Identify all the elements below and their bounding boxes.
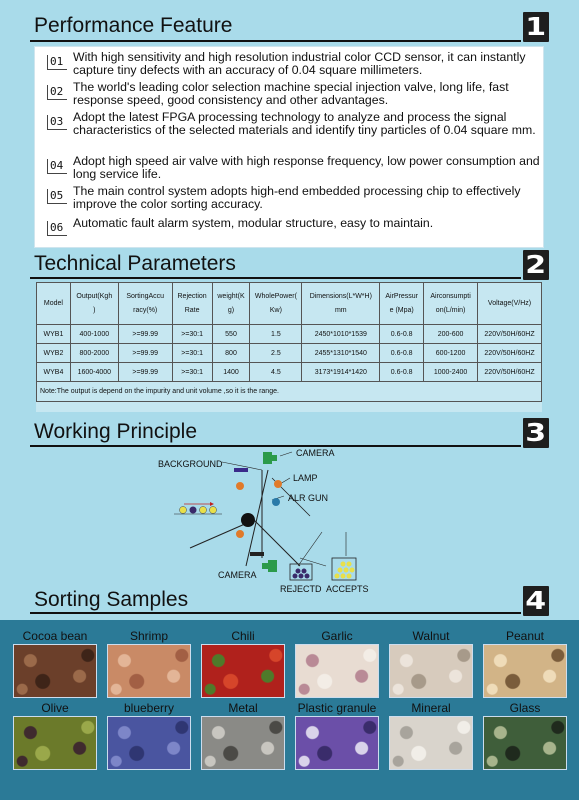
sample-item [12,700,98,770]
table-cell: 220V/50H/60HZ [478,325,542,344]
technical-section-header [0,250,579,284]
table-header-cell [302,283,380,325]
sample-item [388,700,474,770]
table-header-text: ) [93,306,96,314]
sample-item [388,628,474,698]
feature-text: Adopt the latest FPGA processing technology to analyze and process the signal characteristics of the selected materials and identify tiny particles of 0.04 square mm. [73,110,536,138]
feature-number: 05 [47,189,67,204]
sample-photo [201,716,285,770]
table-cell: 2450*1010*1539 [302,325,380,344]
chute-line [254,520,300,566]
feature-number: 06 [47,221,67,236]
table-header-text: Rate [184,306,200,314]
table-cell: 2455*1310*1540 [302,344,380,363]
table-cell: 600-1200 [424,344,478,363]
table-header-cell [478,283,542,325]
feature-item [47,155,541,182]
sample-label: blueberry [123,701,175,715]
table-header-text: Kw) [269,306,282,314]
table-cell: >=30:1 [172,325,212,344]
lamp-icon [236,530,244,538]
feature-number: 04 [47,159,67,174]
feature-item [47,217,541,236]
sample-label: Cocoa bean [22,629,88,643]
sample-label: Metal [228,701,258,715]
table-header-cell [70,283,118,325]
section-number-badge: 4 [523,586,549,616]
particle [200,507,207,514]
feature-text: Adopt high speed air valve with high response frequency, low power consumption and long service life. [73,154,540,182]
table-cell: >=99.99 [118,363,172,382]
table-cell: 220V/50H/60HZ [478,344,542,363]
sample-photo [201,644,285,698]
table-note: Note:The output is depend on the impurity and unit volume ,so it is the range. [37,382,542,402]
camera-top-icon [263,452,277,464]
table-cell: 1400 [212,363,250,382]
table-header-text: SortingAccu [126,292,165,300]
table-cell: 4.5 [250,363,302,382]
working-section-header [0,418,579,452]
sample-photo [295,644,379,698]
table-header-cell [172,283,212,325]
table-cell: 800 [212,344,250,363]
table-header-cell [118,283,172,325]
table-header-text: e (Mpa) [389,306,414,314]
sample-photo [483,644,567,698]
feed-arrow [210,502,214,506]
table-header-text: Rejection [177,292,207,300]
sample-item [482,700,568,770]
section-title: Technical Parameters [34,252,236,275]
sample-label: Shrimp [129,629,168,643]
sample-photo [13,716,97,770]
table-cell: 1.5 [250,325,302,344]
accept-bin-icon [332,558,356,580]
technical-parameters-table [36,282,542,412]
sample-label: Walnut [412,629,450,643]
sample-photo [389,644,473,698]
table-header-text: AirPressur [385,292,419,300]
sample-photo [107,644,191,698]
performance-section-header [0,12,579,46]
section-number-badge: 3 [523,418,549,448]
table-cell: >=30:1 [172,344,212,363]
particle [180,507,187,514]
section-title: Performance Feature [34,14,233,37]
table-cell: 550 [212,325,250,344]
table-header-text: mm [334,306,347,314]
label-accepts: ACCEPTS [326,584,369,594]
feature-text: Automatic fault alarm system, modular structure, easy to maintain. [73,216,434,230]
table-cell: 0.6-0.8 [380,344,424,363]
label-rejected: REJECTD [280,584,322,594]
table-header-text: Voltage(V/Hz) [487,299,532,307]
sample-item [200,700,286,770]
sample-photo [107,716,191,770]
table-header-text: Output(Kgh [76,292,113,300]
table-cell: >=99.99 [118,325,172,344]
sample-label: Glass [509,701,541,715]
table-cell: 800-2000 [70,344,118,363]
label-lamp: LAMP [293,473,318,483]
table-cell: 2.5 [250,344,302,363]
reject-bin-icon [290,564,312,580]
feature-number: 02 [47,85,67,100]
lamp-icon [274,480,282,488]
table-cell: 3173*1914*1420 [302,363,380,382]
table-header-text: g) [227,306,235,314]
label-camera-top: CAMERA [296,448,335,458]
table-header-text: WholePower( [254,292,297,300]
table-cell: WYB4 [37,363,71,382]
sample-item [294,700,380,770]
sample-item [200,628,286,698]
section-rule [30,277,521,279]
roller [241,513,255,527]
air-gun-icon [272,498,280,506]
table-header-cell [424,283,478,325]
sample-item [294,628,380,698]
table-row [37,344,542,363]
section-rule [30,40,521,42]
leader-line [280,452,292,456]
table-header-cell [37,283,71,325]
sample-photo [483,716,567,770]
section-title: Working Principle [34,420,198,443]
section-number-badge: 2 [523,250,549,280]
table-header-text: weight(K [217,292,245,300]
table-cell: 400-1000 [70,325,118,344]
background-plate [234,468,248,472]
sample-photo [13,644,97,698]
table-header-text: racy(%) [133,306,158,314]
section-rule [30,612,521,614]
sorting-samples-grid [0,620,579,800]
table-cell: >=30:1 [172,363,212,382]
label-air-gun: ALR GUN [288,493,329,503]
label-camera-bottom: CAMERA [218,570,257,580]
samples-section-header [0,586,579,620]
table-row [37,363,542,382]
sample-label: Plastic granule [297,701,377,715]
table-cell: 0.6-0.8 [380,363,424,382]
lamp-icon [236,482,244,490]
label-background: BACKGROUND [158,459,223,469]
working-principle-diagram [150,448,430,596]
sample-label: Peanut [505,629,545,643]
table-header-row [37,283,542,325]
sample-label: Chili [231,629,255,643]
feature-item [47,185,541,212]
feature-item [47,81,541,108]
sample-item [106,628,192,698]
sample-label: Garlic [321,629,353,643]
table-cell: WYB2 [37,344,71,363]
feature-text: The main control system adopts high-end embedded processing chip to effectively improve the color sorting accuracy. [73,184,521,212]
feature-text: With high sensitivity and high resolution industrial color CCD sensor, it can instantly capture tiny defects with an accuracy of 0.04 square millimeters. [73,50,526,78]
table-cell: 220V/50H/60HZ [478,363,542,382]
sample-photo [389,716,473,770]
table-header-text: on(L/min) [435,306,466,314]
table-header-cell [250,283,302,325]
table-cell: 1000-2400 [424,363,478,382]
leader-line [300,558,326,566]
table-cell: 1600-4000 [70,363,118,382]
particle [210,507,217,514]
table-cell: 0.6-0.8 [380,325,424,344]
performance-feature-list [34,46,544,248]
sample-item [12,628,98,698]
particle [190,507,197,514]
background-plate [250,552,264,556]
sample-item [482,628,568,698]
section-number-badge: 1 [523,12,549,42]
table-cell: WYB1 [37,325,71,344]
table-header-cell [380,283,424,325]
feature-text: The world's leading color selection machine special injection valve, long life, fast response speed, good consistency and other advantages. [73,80,509,108]
table-row [37,325,542,344]
section-rule [30,445,521,447]
sample-label: Mineral [411,701,451,715]
camera-bottom-icon [262,560,277,572]
table-header-text: Dimensions(L*W*H) [309,292,372,300]
sample-item [106,700,192,770]
section-title: Sorting Samples [34,588,189,611]
table-cell: 200-600 [424,325,478,344]
table-header-text: Airconsumpti [430,292,471,300]
sample-photo [295,716,379,770]
table-header-cell [212,283,250,325]
sample-label: Olive [41,701,69,715]
table-cell: >=99.99 [118,344,172,363]
feature-item [47,111,541,138]
feature-number: 01 [47,55,67,70]
feature-item [47,51,541,78]
table-header-text: Model [43,299,63,307]
feature-number: 03 [47,115,67,130]
